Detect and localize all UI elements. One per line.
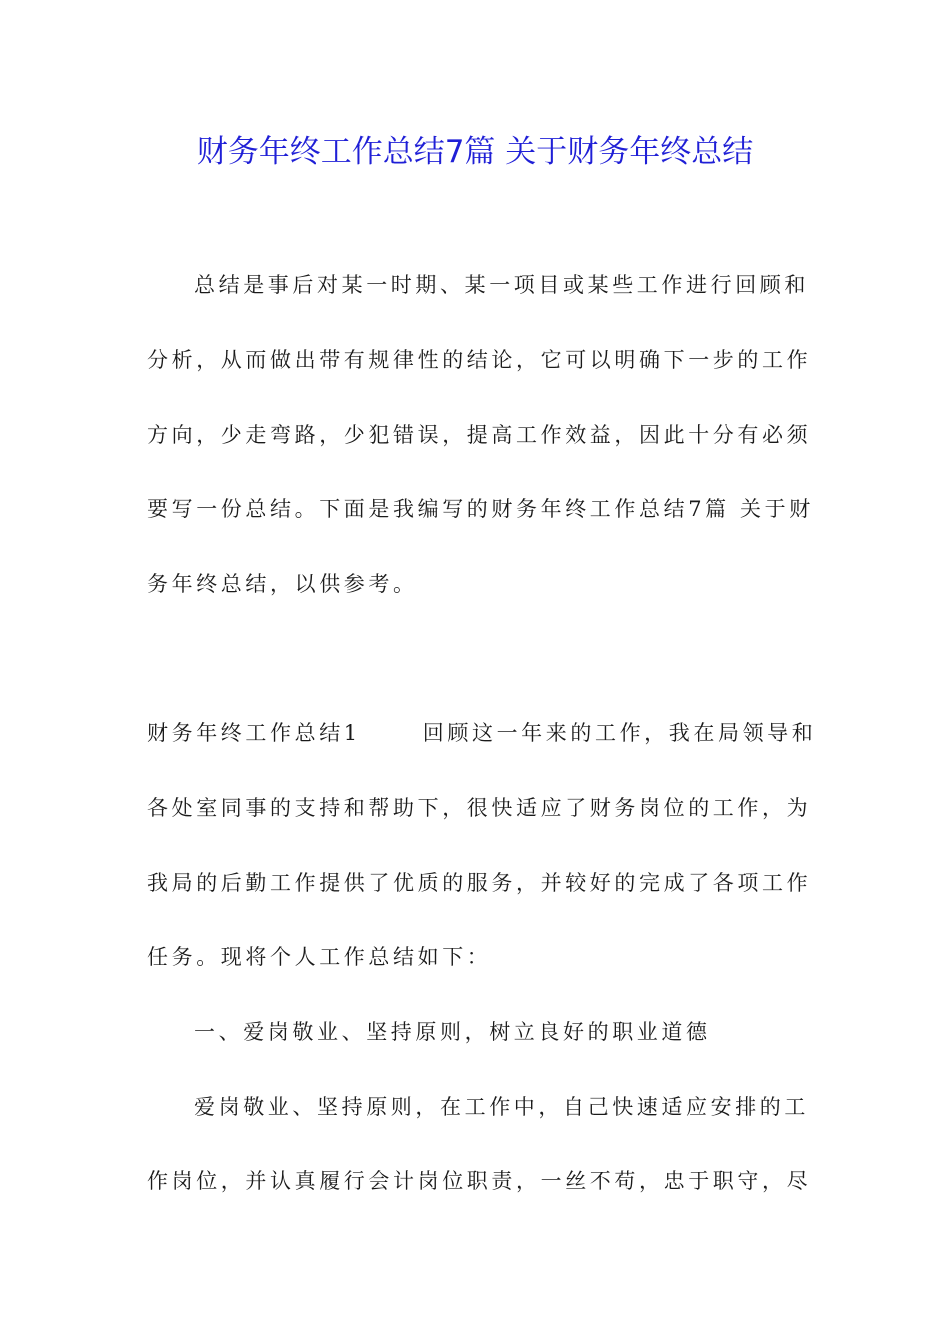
body-line-2: 作岗位，并认真履行会计岗位职责，一丝不苟，忠于职守，尽	[147, 1169, 812, 1193]
intro-line-1: 总结是事后对某一时期、某一项目或某些工作进行回顾和	[194, 273, 809, 297]
section-first-line-text: 回顾这一年来的工作，我在局领导和	[422, 721, 817, 745]
intro-line-3: 方向，少走弯路，少犯错误，提高工作效益，因此十分有必须	[147, 423, 812, 447]
section-line-4: 任务。现将个人工作总结如下：	[147, 945, 492, 969]
section-first-line	[147, 718, 816, 748]
section-heading: 财务年终工作总结1	[147, 721, 361, 745]
intro-line-2: 分析，从而做出带有规律性的结论，它可以明确下一步的工作	[147, 348, 812, 372]
intro-line-5: 务年终总结，以供参考。	[147, 572, 418, 596]
body-line-1: 爱岗敬业、坚持原则，在工作中，自己快速适应安排的工	[194, 1095, 809, 1119]
document-title: 财务年终工作总结7篇 关于财务年终总结	[196, 134, 754, 170]
section-line-2: 各处室同事的支持和帮助下，很快适应了财务岗位的工作，为	[147, 796, 812, 820]
section-line-3: 我局的后勤工作提供了优质的服务，并较好的完成了各项工作	[147, 871, 812, 895]
subheading: 一、爱岗敬业、坚持原则，树立良好的职业道德	[194, 1020, 711, 1044]
intro-line-4: 要写一份总结。下面是我编写的财务年终工作总结7篇 关于财	[147, 497, 814, 521]
